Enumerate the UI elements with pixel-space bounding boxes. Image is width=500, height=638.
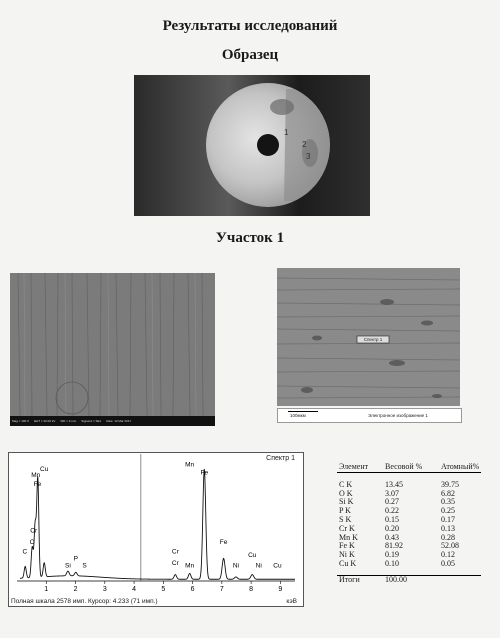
table-row (337, 507, 481, 516)
spectrum-title: Спектр 1 (266, 455, 295, 462)
x-tick-label: 9 (278, 586, 283, 593)
table-row (337, 560, 481, 569)
table-cell: S K (339, 514, 352, 524)
table-cell: Fe K (339, 541, 355, 551)
x-tick-label: 1 (44, 586, 49, 593)
total-label: Итоги (339, 574, 360, 584)
table-cell: C K (339, 479, 353, 489)
table-row (337, 534, 481, 543)
area-heading: Участок 1 (215, 230, 285, 246)
composition-table (337, 463, 481, 585)
x-tick-label: 3 (102, 586, 107, 593)
table-cell: 52.08 (441, 541, 459, 551)
sem-left-footer-item: Date: 13 Mar 2017 (106, 419, 132, 423)
spectrum-unit: кэВ (286, 598, 297, 605)
table-cell: Cu K (339, 558, 357, 568)
table-header: Весовой % (385, 462, 423, 471)
peak-label: Mn (185, 562, 195, 570)
spectrum-footer: Полная шкала 2578 имп. Курсор: 4.233 (71 имп.) (11, 598, 158, 605)
sample-photo (134, 75, 370, 216)
table-row (337, 551, 481, 560)
table-cell: 0.22 (385, 506, 399, 516)
sem-right-footer (277, 408, 462, 423)
x-tick-label: 5 (161, 586, 166, 593)
x-tick-label: 7 (219, 586, 224, 593)
sample-heading: Образец (221, 47, 279, 63)
table-cell: Si K (339, 497, 354, 507)
table-cell: 0.10 (385, 558, 399, 568)
table-cell: Mn K (339, 532, 358, 542)
x-tick-label: 4 (132, 586, 137, 593)
table-cell: 0.28 (441, 532, 455, 542)
marker-1: 1 (284, 128, 289, 137)
image-caption: Электронное изображение 1 (368, 413, 428, 418)
peak-label: Cr (30, 527, 38, 535)
table-cell: 0.20 (385, 523, 399, 533)
peak-label: Fe (33, 481, 42, 489)
sem-left-footer-item: Mag = 100 X (12, 419, 30, 423)
table-cell: 0.27 (385, 497, 399, 507)
peak-label: Cu (40, 466, 49, 474)
spectrum-chart (8, 452, 304, 607)
peak-label: Cu (248, 551, 257, 559)
table-cell: 0.13 (441, 523, 455, 533)
peak-label: Fe (219, 539, 228, 547)
table-cell: 0.17 (441, 514, 455, 524)
peak-label: Cu (273, 562, 282, 570)
sem-spectrum-marker: Спектр 1 (363, 337, 383, 342)
scale-bar (288, 411, 318, 412)
table-row (337, 516, 481, 525)
x-tick-label: 6 (190, 586, 195, 593)
table-cell: P K (339, 506, 351, 516)
x-tick-label: 2 (73, 586, 78, 593)
peak-label: O (29, 539, 35, 547)
sem-left-footer-item: EHT = 20.00 kV (34, 419, 56, 423)
peak-label: Ni (255, 562, 262, 570)
peak-label: Mn (31, 471, 41, 479)
table-cell: 6.82 (441, 488, 455, 498)
peak-label: Si (65, 562, 71, 570)
total-value: 100.00 (385, 574, 407, 584)
peak-label: Fe (200, 469, 209, 477)
marker-3: 3 (306, 152, 311, 161)
sem-left-footer-item: Signal A = SE1 (81, 419, 102, 423)
peak-label: S (82, 562, 87, 570)
table-row (337, 498, 481, 507)
peak-label: Mn (185, 461, 195, 469)
marker-2: 2 (302, 140, 307, 149)
table-cell: 81.92 (385, 541, 403, 551)
table-cell: 39.75 (441, 479, 459, 489)
table-row (337, 481, 481, 490)
composition-table-wrapper (337, 463, 487, 585)
x-tick-label: 8 (249, 586, 254, 593)
table-cell: 0.43 (385, 532, 399, 542)
total-atomic (439, 575, 481, 584)
page-title: Результаты исследований (162, 18, 338, 34)
sem-left-footer (12, 416, 213, 426)
peak-label: P (73, 555, 78, 563)
spectrum-plot (9, 453, 303, 606)
table-cell: 0.25 (441, 506, 455, 516)
table-header: Элемент (339, 462, 369, 471)
table-cell: 0.19 (385, 550, 399, 560)
table-cell: 0.05 (441, 558, 455, 568)
table-cell: O K (339, 488, 353, 498)
peak-label: Cr (171, 560, 179, 568)
table-row (337, 490, 481, 499)
table-cell: 0.35 (441, 497, 455, 507)
sem-left-footer-item: WD = 9 mm (60, 419, 77, 423)
sem-image-right (277, 268, 460, 406)
peak-label: C (22, 548, 28, 556)
table-cell: 0.15 (385, 514, 399, 524)
table-cell: 13.45 (385, 479, 403, 489)
table-cell: 0.12 (441, 550, 455, 560)
spectrum-series-line (20, 469, 295, 579)
table-row (337, 525, 481, 534)
scale-bar-label: 100мкм (290, 413, 306, 418)
peak-label: Ni (232, 562, 239, 570)
table-row (337, 542, 481, 551)
table-cell: Ni K (339, 550, 355, 560)
sem-image-left (10, 273, 215, 426)
table-cell: Cr K (339, 523, 355, 533)
table-cell: 3.07 (385, 488, 399, 498)
table-header: Атомный% (441, 462, 480, 471)
peak-label: Cr (171, 548, 179, 556)
